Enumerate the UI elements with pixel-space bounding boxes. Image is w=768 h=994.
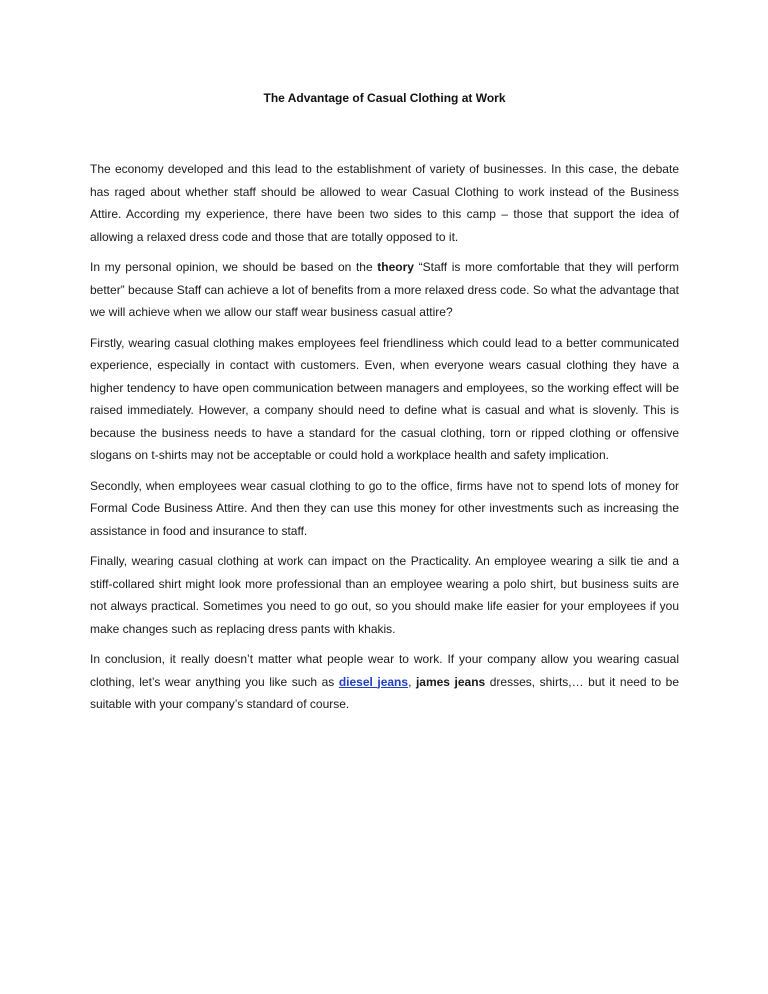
paragraph-conclusion	[90, 648, 679, 716]
diesel-jeans-link[interactable]: diesel jeans	[338, 674, 409, 689]
paragraph-finally: Finally, wearing casual clothing at work can impact on the Practicality. An employee wearing a silk tie and a stiff-collared shirt might look more professional than an employee wearing a polo shirt, but business suits are not always practical. Sometimes you need to go out, so you should make life easier for your employees if you make changes such as replacing dress pants with khakis.	[90, 554, 679, 636]
paragraph-conclusion-text: In conclusion, it really doesn’t matter what people wear to work. If your company allow you wearing casual clothing, let’s wear anything you like such as	[90, 652, 679, 689]
paragraph-opinion-text-rest: “Staff is more comfortable that they will perform better” because Staff can achieve a lot of benefits from a more relaxed dress code. So what the advantage that we will achieve when we allow our staff wear business casual attire?	[90, 260, 680, 319]
paragraph-opinion	[90, 256, 679, 324]
paragraph-secondly: Secondly, when employees wear casual clothing to go to the office, firms have not to spend lots of money for Formal Code Business Attire. And then they can use this money for other investments such as increasing the assistance in food and insurance to staff.	[90, 478, 679, 538]
paragraph-conclusion-separator: ,	[408, 674, 416, 689]
theory-bold-text: theory	[377, 260, 414, 274]
paragraph-intro: The economy developed and this lead to the establishment of variety of businesses. In this case, the debate has raged about whether staff should be allowed to wear Casual Clothing to work instead of the Business Attire. According my experience, there have been two sides to this camp – those that support the idea of allowing a relaxed dress code and those that are totally opposed to it.	[90, 162, 679, 244]
document-title: The Advantage of Casual Clothing at Work	[263, 91, 506, 105]
document-page	[90, 86, 679, 724]
james-jeans-bold-text: james jeans	[415, 674, 486, 689]
paragraph-firstly: Firstly, wearing casual clothing makes employees feel friendliness which could lead to a better communicated experience, especially in contact with customers. Even, when everyone wears casual clothing they have a higher tendency to have open communication between managers and employees, so the working effect will be raised immediately. However, a company should need to define what is casual and what is slovenly. This is because the business needs to have a standard for the casual clothing, torn or ripped clothing or offensive slogans on t-shirts may not be acceptable or could hold a workplace health and safety implication.	[90, 335, 679, 462]
paragraph-conclusion-text-rest: dresses, shirts,… but it need to be suitable with your company’s standard of course.	[90, 674, 680, 711]
paragraph-opinion-text: In my personal opinion, we should be based on the	[90, 260, 378, 274]
